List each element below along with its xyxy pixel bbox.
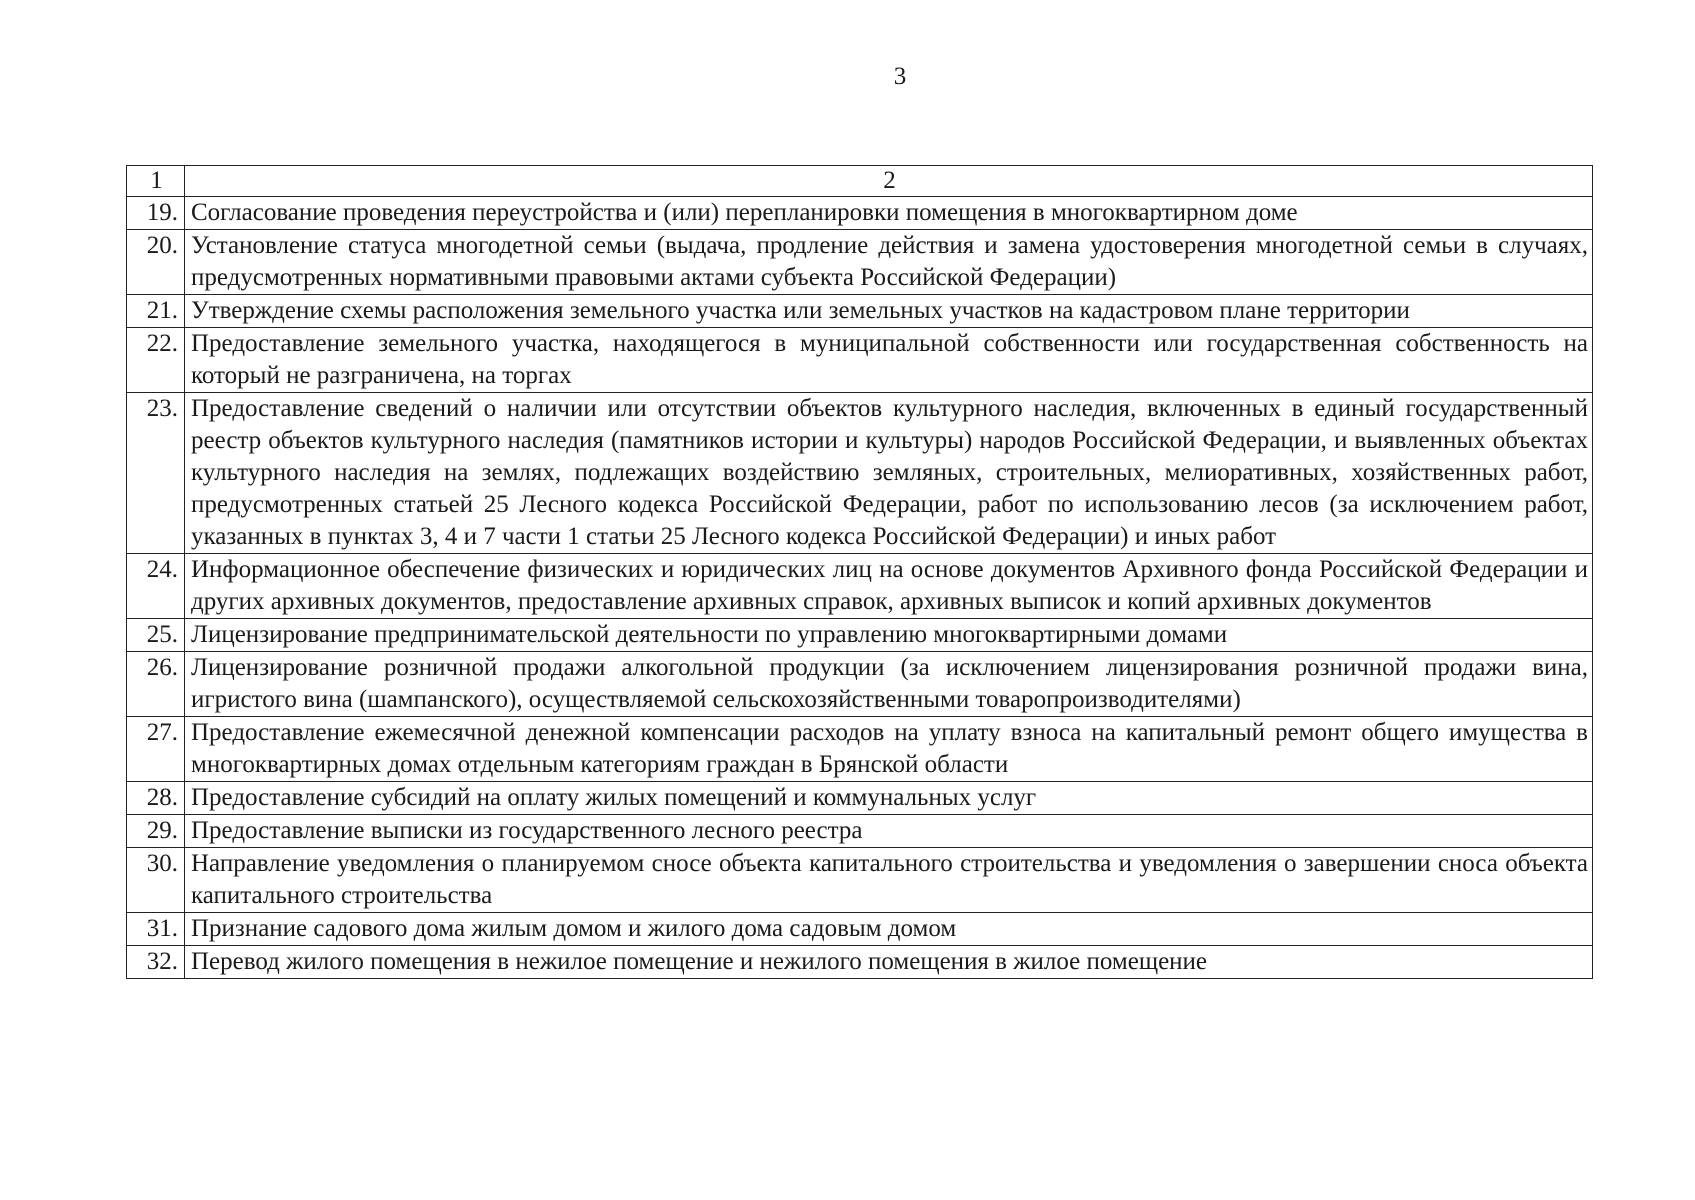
column-header-1: 1 [127, 166, 185, 197]
row-text: Направление уведомления о планируемом сносе объекта капитального строительства и уведомления о завершении сноса объекта капитального строительства [185, 848, 1593, 913]
table-row [127, 554, 1593, 619]
table-row [127, 848, 1593, 913]
row-text: Предоставление земельного участка, находящегося в муниципальной собственности или государственная собственность на который не разграничена, на торгах [185, 328, 1593, 393]
table-row [127, 815, 1593, 848]
services-table [126, 165, 1593, 979]
row-number: 26. [127, 652, 185, 717]
table-row [127, 393, 1593, 554]
row-text: Лицензирование розничной продажи алкогольной продукции (за исключением лицензирования розничной продажи вина, игристого вина (шампанского), осуществляемой сельскохозяйственными товаропроизводителями) [185, 652, 1593, 717]
column-header-2: 2 [185, 166, 1593, 197]
row-text: Утверждение схемы расположения земельного участка или земельных участков на кадастровом плане территории [185, 295, 1593, 328]
table-row [127, 717, 1593, 782]
table-row [127, 652, 1593, 717]
row-number: 24. [127, 554, 185, 619]
row-text: Установление статуса многодетной семьи (выдача, продление действия и замена удостоверения многодетной семьи в случаях, предусмотренных нормативными правовыми актами субъекта Российской Федерации) [185, 230, 1593, 295]
table-row [127, 197, 1593, 230]
row-number: 27. [127, 717, 185, 782]
row-number: 29. [127, 815, 185, 848]
row-text: Перевод жилого помещения в нежилое помещение и нежилого помещения в жилое помещение [185, 946, 1593, 979]
table-row [127, 913, 1593, 946]
table-header-row [127, 166, 1593, 197]
table-row [127, 230, 1593, 295]
page-number: 3 [893, 63, 907, 90]
row-number: 25. [127, 619, 185, 652]
row-text: Предоставление субсидий на оплату жилых помещений и коммунальных услуг [185, 782, 1593, 815]
table-row [127, 619, 1593, 652]
row-number: 22. [127, 328, 185, 393]
row-number: 20. [127, 230, 185, 295]
row-text: Предоставление сведений о наличии или отсутствии объектов культурного наследия, включенных в единый государственный реестр объектов культурного наследия (памятников истории и культуры) народов Российской Федерации, и выявленных объектах культурного наследия на землях, подлежащих воздействию земляных, строительных, мелиоративных, хозяйственных работ, предусмотренных статьей 25 Лесного кодекса Российской Федерации, работ по использованию лесов (за исключением работ, указанных в пунктах 3, 4 и 7 части 1 статьи 25 Лесного кодекса Российской Федерации) и иных работ [185, 393, 1593, 554]
row-number: 32. [127, 946, 185, 979]
row-text: Признание садового дома жилым домом и жилого дома садовым домом [185, 913, 1593, 946]
row-number: 21. [127, 295, 185, 328]
row-text: Информационное обеспечение физических и юридических лиц на основе документов Архивного фонда Российской Федерации и других архивных документов, предоставление архивных справок, архивных выписок и копий архивных документов [185, 554, 1593, 619]
row-text: Согласование проведения переустройства и (или) перепланировки помещения в многоквартирном доме [185, 197, 1593, 230]
row-number: 30. [127, 848, 185, 913]
table-body [127, 166, 1593, 979]
row-text: Предоставление выписки из государственного лесного реестра [185, 815, 1593, 848]
table-row [127, 946, 1593, 979]
table-row [127, 328, 1593, 393]
row-number: 28. [127, 782, 185, 815]
row-text: Лицензирование предпринимательской деятельности по управлению многоквартирными домами [185, 619, 1593, 652]
table-row [127, 295, 1593, 328]
row-text: Предоставление ежемесячной денежной компенсации расходов на уплату взноса на капитальный ремонт общего имущества в многоквартирных домах отдельным категориям граждан в Брянской области [185, 717, 1593, 782]
row-number: 31. [127, 913, 185, 946]
row-number: 19. [127, 197, 185, 230]
row-number: 23. [127, 393, 185, 554]
table-row [127, 782, 1593, 815]
